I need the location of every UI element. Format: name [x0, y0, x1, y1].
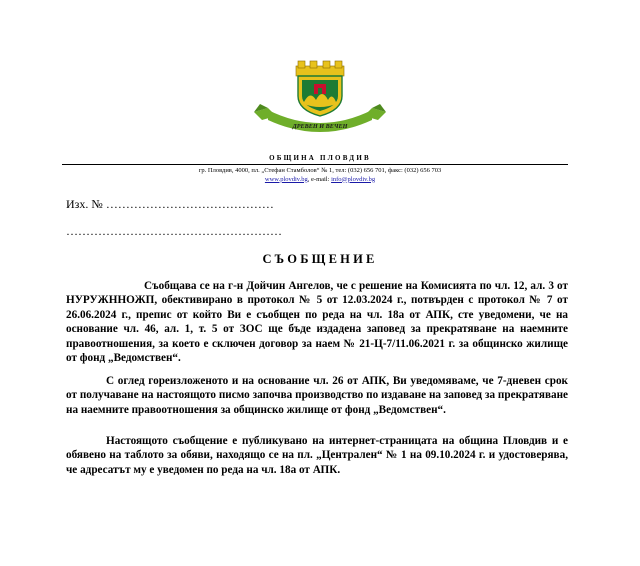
- email-link[interactable]: info@plovdiv.bg: [331, 175, 376, 183]
- document-title: СЪОБЩЕНИЕ: [262, 252, 378, 266]
- website-link[interactable]: www.plovdiv.bg: [264, 175, 308, 183]
- header-divider: [62, 164, 568, 165]
- paragraph-1: Съобщава се на г-н Дойчин Ангелов, че с решение на Комисията по чл. 12, ал. 3 от НУРУЖННОЖП, обективирано в протокол № 5 от 12.03.2024 г., потвърден с протокол № 7 от 26.06.2024 г., препис от който Ви е съобщен по реда на чл. 18а от АПК, сте уведомени, че на основание чл. 46, ал. 1, т. 5 от ЗОС ще бъде издадена заповед за прекратяване на наемните правоотношения, за което е сключен договор за наем № 21-Ц-7/11.06.2021 г. за общинско жилище от фонд „Ведомствен“.: [66, 280, 568, 365]
- paragraph-3: Настоящото съобщение е публикувано на интернет-страницата на община Пловдив и е обявено на таблото за обяви, находящо се на пл. „Централен“ № 1 на 09.10.2024 г. и удостоверява, че адресатът му е уведомен по реда на чл. 18а от АПК.: [66, 435, 568, 476]
- address-block: [0, 167, 640, 184]
- date-line: ………………………………………………: [66, 224, 282, 238]
- paragraph-2: С оглед гореизложеното и на основание чл. 26 от АПК, Ви уведомяваме, че 7-дневен срок от получаване на настоящото писмо започва производство по издаване на заповед за прекратяване на наемните правоотношения за общинско жилище от фонд „Ведомствен“.: [66, 375, 568, 416]
- email-label: , e-mail:: [307, 175, 332, 183]
- crest-motto: ДРЕВЕН И ВЕЧЕН: [292, 123, 348, 130]
- plovdiv-coat-of-arms-logo: [252, 60, 388, 140]
- contact-line: [0, 176, 640, 185]
- municipality-name: ОБЩИНА ПЛОВДИВ: [269, 154, 371, 162]
- address-line: гр. Пловдив, 4000, пл. „Стефан Стамболов“ № 1, тел: (032) 656 701, факс: (032) 656 703: [198, 167, 442, 174]
- outgoing-number-line: Изх. № ……………………………………: [66, 197, 274, 211]
